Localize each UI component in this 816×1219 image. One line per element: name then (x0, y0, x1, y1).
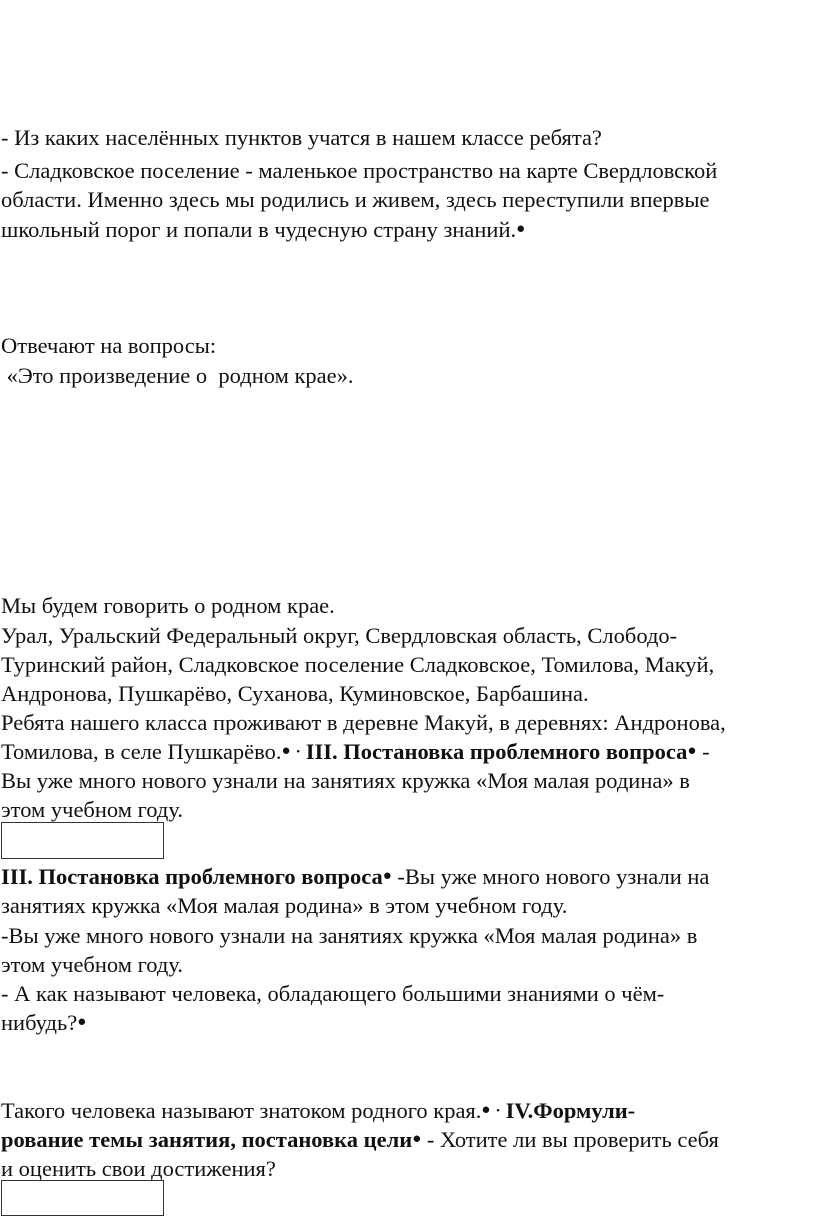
goal-line-2-text: - Хотите ли вы проверить себя (421, 1127, 719, 1152)
problem-line-5: - А как называют человека, обладающего большими знаниями о чём- (1, 981, 665, 1006)
bullet-dot-icon: ● (687, 743, 697, 759)
response-quote: «Это произведение о родном крае». (1, 363, 354, 388)
goal-heading-bold-cont: рование темы занятия, постановка цели (1, 1127, 413, 1152)
bullet-dot-icon: ● (412, 1131, 422, 1147)
problem-line-2: занятиях кружка «Моя малая родина» в этом учебном году. (1, 893, 568, 918)
goal-line-3: и оценить свои достижения? (1, 1156, 276, 1181)
topic-line-2: Урал, Уральский Федеральный округ, Свердловская область, Слободо- (1, 623, 678, 648)
problem-line-1-text: -Вы уже много нового узнали на (391, 864, 710, 889)
goal-line-1-text: Такого человека называют знатоком родного края. (1, 1098, 482, 1123)
goal-line-2 (1, 1126, 719, 1157)
bullet-dot-icon: ● (77, 1014, 87, 1030)
small-bullet-icon: • (496, 1105, 500, 1117)
problem-line-6-text: нибудь? (1, 1010, 78, 1035)
small-bullet-icon: • (296, 746, 301, 758)
bullet-dot-icon: ● (382, 868, 392, 884)
section-heading-bold: III. Постановка проблемного вопроса (305, 739, 688, 764)
answer-line-3 (1, 216, 525, 247)
bullet-dot-icon: ● (281, 743, 291, 759)
answer-line-2: области. Именно здесь мы родились и живем, здесь переступили впервые (1, 187, 710, 212)
topic-line-4: Андронова, Пушкарёво, Суханова, Куминовское, Барбашина. (1, 681, 589, 706)
answer-line-3-text: школьный порог и попали в чудесную страну знаний. (1, 217, 517, 242)
responses-heading: Отвечают на вопросы: (1, 333, 217, 358)
problem-line-6 (1, 1009, 86, 1040)
topic-line-6-tail: - (696, 739, 710, 764)
problem-line-4: этом учебном году. (1, 952, 183, 977)
bullet-dot-icon: ● (481, 1102, 491, 1118)
answer-line-1: - Сладковское поселение - маленькое пространство на карте Свердловской (1, 158, 718, 183)
topic-line-6 (1, 738, 710, 770)
problem-line-1 (1, 863, 709, 894)
topic-line-3: Туринский район, Сладковское поселение Сладковское, Томилова, Макуй, (1, 652, 715, 677)
empty-frame-box-bottom (1, 1180, 164, 1216)
goal-heading-bold: IV.Формули- (505, 1098, 636, 1123)
problem-heading-bold: III. Постановка проблемного вопроса (1, 864, 383, 889)
topic-line-7: Вы уже много нового узнали на занятиях кружка «Моя малая родина» в (1, 768, 690, 793)
bullet-dot-icon: ● (516, 221, 526, 237)
empty-frame-box (1, 822, 164, 859)
topic-line-8: этом учебном году. (1, 797, 183, 822)
topic-line-1: Мы будем говорить о родном крае. (1, 593, 335, 618)
problem-line-3: -Вы уже много нового узнали на занятиях кружка «Моя малая родина» в (1, 923, 698, 948)
topic-line-6-text: Томилова, в селе Пушкарёво. (1, 739, 282, 764)
topic-line-5: Ребята нашего класса проживают в деревне Макуй, в деревнях: Андронова, (1, 710, 726, 735)
goal-line-1 (1, 1097, 635, 1129)
question-text: - Из каких населённых пунктов учатся в нашем классе ребята? (1, 125, 602, 150)
